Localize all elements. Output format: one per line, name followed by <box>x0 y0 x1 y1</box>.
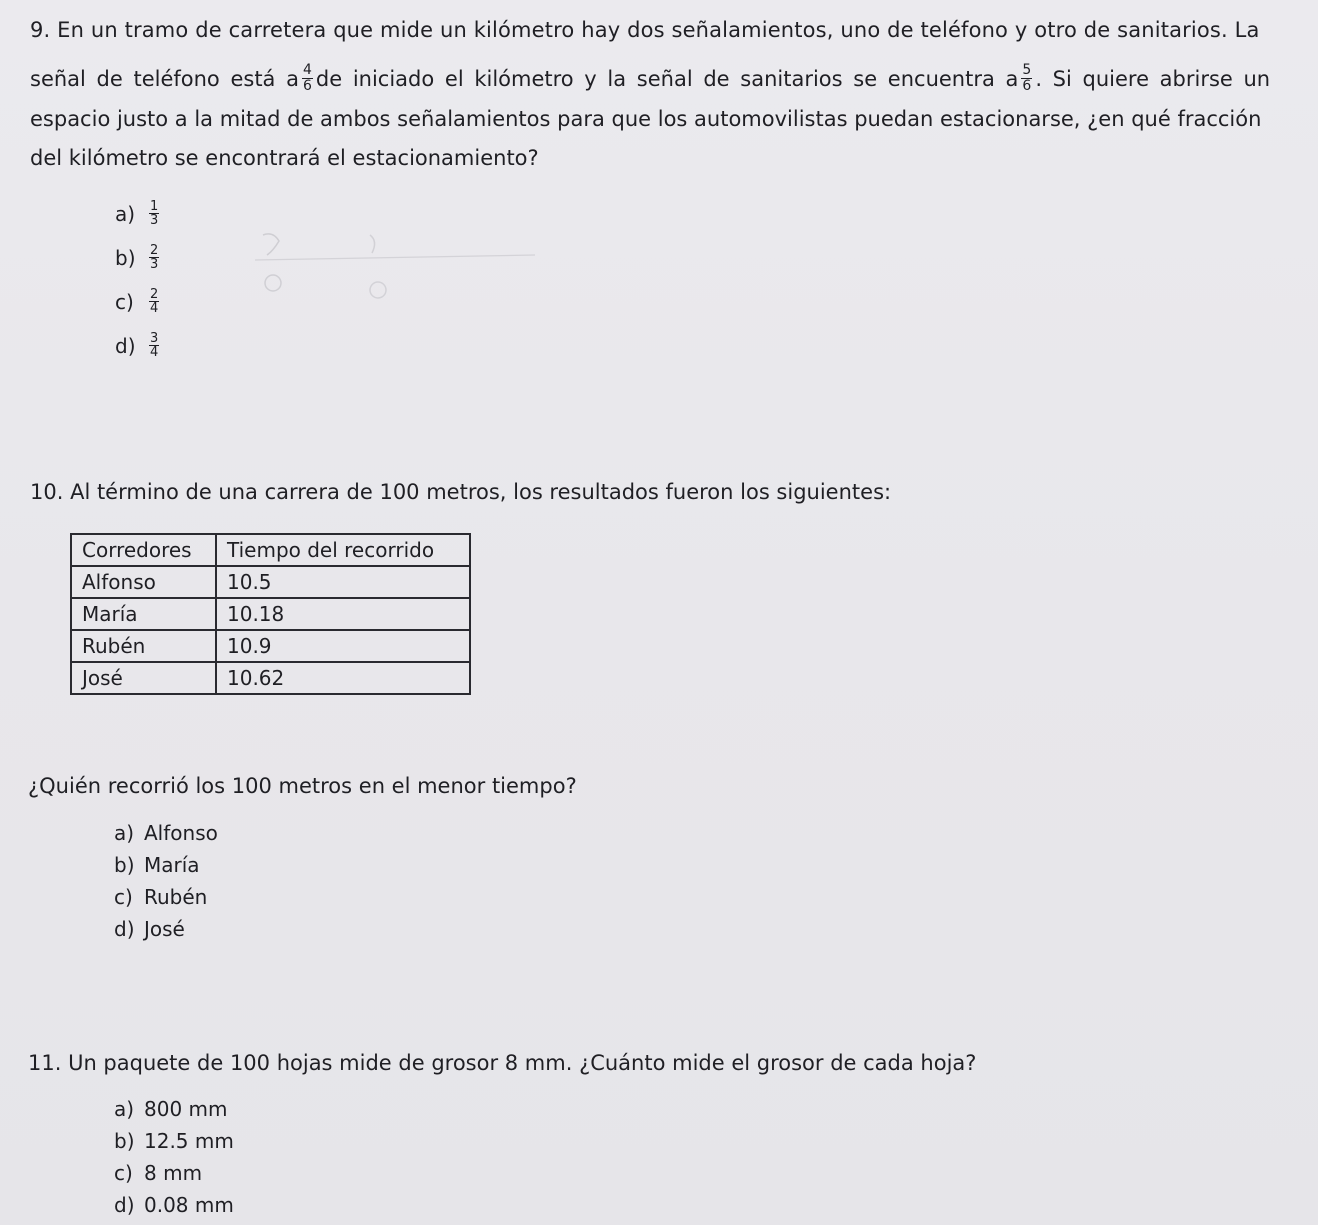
q11-option-b[interactable] <box>114 1129 234 1153</box>
cell-time: 10.5 <box>216 566 470 598</box>
option-text: 800 mm <box>144 1097 228 1121</box>
q10-question <box>28 775 577 797</box>
option-letter: b) <box>115 245 136 270</box>
option-text: 12.5 mm <box>144 1129 234 1153</box>
fraction-denominator: 4 <box>150 301 159 316</box>
q10-option-a[interactable] <box>114 821 218 845</box>
q9-option-d[interactable] <box>115 332 162 359</box>
fraction-numerator: 3 <box>150 331 159 346</box>
q9-line-1 <box>30 18 1260 42</box>
fraction-numerator: 1 <box>150 199 159 214</box>
fraction-denominator: 3 <box>150 213 159 228</box>
option-letter: c) <box>115 289 134 314</box>
q10-option-b[interactable] <box>114 853 200 877</box>
cell-runner: Alfonso <box>71 566 216 598</box>
header-corredores: Corredores <box>71 534 216 566</box>
fraction-denominator: 6 <box>1022 78 1032 94</box>
table-row <box>71 598 470 630</box>
option-letter: d) <box>115 333 136 358</box>
q10-option-c[interactable] <box>114 885 207 909</box>
fraction-denominator: 4 <box>150 345 159 360</box>
fraction-numerator: 2 <box>150 243 159 258</box>
option-fraction <box>149 288 159 315</box>
q11-option-c[interactable] <box>114 1161 202 1185</box>
q9-fraction-telefono <box>302 63 313 94</box>
cell-runner: Rubén <box>71 630 216 662</box>
option-letter: a) <box>114 1097 135 1121</box>
option-letter: d) <box>114 1193 135 1217</box>
fraction-numerator: 2 <box>150 287 159 302</box>
q9-line-3 <box>30 107 1262 131</box>
q11-question-text: 11. Un paquete de 100 hojas mide de grosor 8 mm. ¿Cuánto mide el grosor de cada hoja? <box>28 1051 977 1075</box>
q9-text-line-2b: de iniciado el kilómetro y la señal de sanitarios se encuentra a <box>315 66 1019 91</box>
option-letter: c) <box>114 885 133 909</box>
q9-line-4 <box>30 146 1248 170</box>
option-letter: c) <box>114 1161 133 1185</box>
q9-text-line-2c: . Si quiere abrirse un <box>1035 66 1271 91</box>
option-letter: a) <box>115 201 136 226</box>
q10-intro <box>30 481 891 503</box>
fraction-numerator: 4 <box>302 62 312 78</box>
option-text: Alfonso <box>144 821 218 845</box>
option-letter: a) <box>114 821 135 845</box>
option-fraction <box>149 332 159 359</box>
q11-question <box>28 1052 976 1074</box>
q9-text-line-1: 9. En un tramo de carretera que mide un kilómetro hay dos señalamientos, uno de teléfono y otro de sanitarios. La <box>30 18 1260 42</box>
q9-text-line-4: del kilómetro se encontrará el estacionamiento? <box>30 146 539 170</box>
option-letter: b) <box>114 853 135 877</box>
q10-option-d[interactable] <box>114 917 185 941</box>
option-fraction <box>149 244 159 271</box>
q10-intro-text: 10. Al término de una carrera de 100 metros, los resultados fueron los siguientes: <box>30 480 892 504</box>
option-text: José <box>144 917 185 941</box>
table-header-row <box>71 534 470 566</box>
q9-option-b[interactable] <box>115 244 162 271</box>
q9-text-line-3: espacio justo a la mitad de ambos señalamientos para que los automovilistas puedan estacionarse, ¿en qué fracción <box>30 107 1262 131</box>
option-text: Rubén <box>144 885 208 909</box>
q9-text-line-2a: señal de teléfono está a <box>30 66 299 91</box>
option-fraction <box>149 200 159 227</box>
fraction-denominator: 3 <box>150 257 159 272</box>
option-text: María <box>144 853 200 877</box>
option-letter: b) <box>114 1129 135 1153</box>
option-letter: d) <box>114 917 135 941</box>
table-row <box>71 630 470 662</box>
cell-time: 10.62 <box>216 662 470 694</box>
results-table <box>70 533 471 695</box>
header-tiempo: Tiempo del recorrido <box>216 534 470 566</box>
table-row <box>71 662 470 694</box>
option-text: 8 mm <box>144 1161 203 1185</box>
q11-option-d[interactable] <box>114 1193 234 1217</box>
q9-fraction-sanitarios <box>1021 63 1032 94</box>
faint-pencil-scribble <box>255 225 555 305</box>
fraction-denominator: 6 <box>302 78 312 94</box>
option-text: 0.08 mm <box>144 1193 234 1217</box>
q11-option-a[interactable] <box>114 1097 228 1121</box>
cell-time: 10.9 <box>216 630 470 662</box>
cell-runner: José <box>71 662 216 694</box>
cell-time: 10.18 <box>216 598 470 630</box>
q9-option-a[interactable] <box>115 200 162 227</box>
table-row <box>71 566 470 598</box>
cell-runner: María <box>71 598 216 630</box>
fraction-numerator: 5 <box>1022 62 1032 78</box>
q10-question-text: ¿Quién recorrió los 100 metros en el menor tiempo? <box>28 774 577 798</box>
q9-option-c[interactable] <box>115 288 162 315</box>
q9-line-2 <box>30 62 1271 94</box>
